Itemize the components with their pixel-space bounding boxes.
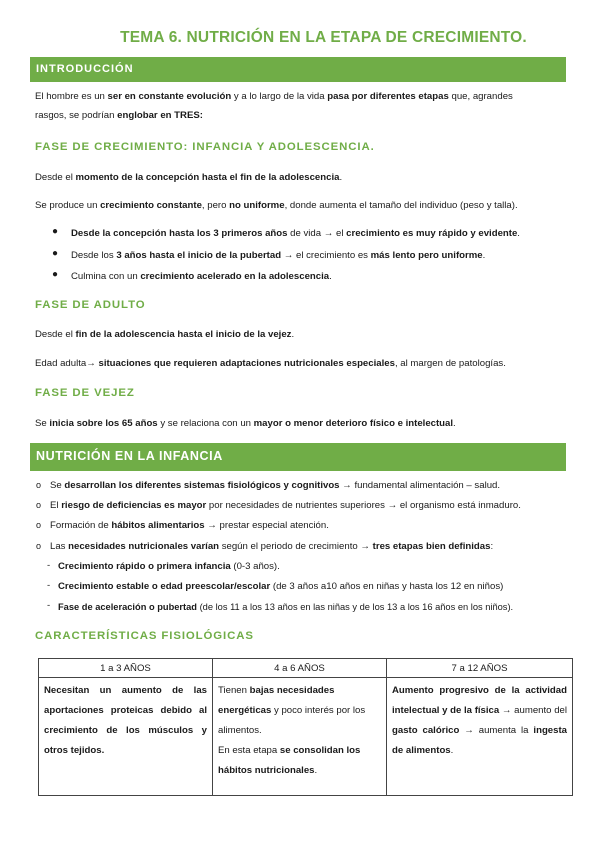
page-title: TEMA 6. NUTRICIÓN EN LA ETAPA DE CRECIMIENTO. — [120, 29, 527, 46]
table-row — [39, 678, 573, 796]
table-header-cell: 1 a 3 AÑOS — [39, 659, 213, 678]
table-header-row — [39, 659, 573, 678]
crecimiento-bullet-2: Desde los 3 años hasta el inicio de la pubertad → el crecimiento es más lento pero uniforme. — [71, 250, 486, 261]
infancia-item-4: Las necesidades nutricionales varían según el periodo de crecimiento → tres etapas bien definidas: — [50, 541, 494, 552]
bullet-icon: ● — [52, 226, 59, 237]
adulto-p2: Edad adulta→ situaciones que requieren adaptaciones nutricionales especiales, al margen de patologías. — [35, 358, 506, 369]
intro-banner: INTRODUCCIÓN — [30, 57, 566, 82]
cell-text: Aumento progresivo de la actividad intelectual y de la física → aumento del gasto calórico → aumenta la ingesta de alimentos. — [392, 685, 568, 756]
dash-bullet-icon: - — [47, 600, 51, 611]
caracteristicas-heading: CARACTERÍSTICAS FISIOLÓGICAS — [35, 630, 254, 642]
intro-line-1: El hombre es un ser en constante evolución y a lo largo de la vida pasa por diferentes etapas que, agrandes — [35, 91, 513, 102]
crecimiento-heading: FASE DE CRECIMIENTO: INFANCIA Y ADOLESCENCIA. — [35, 141, 375, 153]
crecimiento-p2: Se produce un crecimiento constante, pero no uniforme, donde aumenta el tamaño del individuo (peso y talla). — [35, 200, 518, 211]
infancia-item-1: Se desarrollan los diferentes sistemas fisiológicos y cognitivos → fundamental alimentación – salud. — [50, 480, 501, 491]
infancia-stage-2: Crecimiento estable o edad preescolar/escolar (de 3 años a10 años en niñas y hasta los 12 en niños) — [58, 581, 504, 592]
dash-bullet-icon: - — [47, 560, 51, 571]
circle-bullet-icon: o — [36, 500, 42, 510]
table-cell-4-6 — [213, 678, 387, 796]
intro-line-2: rasgos, se podrían englobar en TRES: — [35, 110, 203, 121]
table-header-cell: 4 a 6 AÑOS — [213, 659, 387, 678]
crecimiento-bullet-3: Culmina con un crecimiento acelerado en la adolescencia. — [71, 271, 332, 282]
infancia-banner: NUTRICIÓN EN LA INFANCIA — [30, 443, 566, 471]
crecimiento-bullet-1: Desde la concepción hasta los 3 primeros años de vida → el crecimiento es muy rápido y evidente. — [71, 228, 520, 239]
infancia-item-2: El riesgo de deficiencias es mayor por necesidades de nutrientes superiores → el organismo está inmaduro. — [50, 500, 521, 511]
caracteristicas-table — [38, 658, 573, 796]
table-cell-7-12 — [387, 678, 573, 796]
crecimiento-p1: Desde el momento de la concepción hasta el fin de la adolescencia. — [35, 172, 343, 183]
circle-bullet-icon: o — [36, 541, 42, 551]
circle-bullet-icon: o — [36, 480, 42, 490]
cell-text: Necesitan un aumento de las aportaciones proteicas debido al crecimiento de los músculos y otros tejidos. — [44, 685, 207, 756]
adulto-p1: Desde el fin de la adolescencia hasta el inicio de la vejez. — [35, 329, 295, 340]
vejez-heading: FASE DE VEJEZ — [35, 387, 135, 399]
infancia-stage-3: Fase de aceleración o pubertad (de los 11 a los 13 años en las niñas y de los 13 a los 16 años en los niños). — [58, 602, 514, 612]
bullet-icon: ● — [52, 248, 59, 259]
table-header-cell: 7 a 12 AÑOS — [387, 659, 573, 678]
dash-bullet-icon: - — [47, 580, 51, 591]
infancia-stage-1: Crecimiento rápido o primera infancia (0-3 años). — [58, 561, 280, 572]
infancia-item-3: Formación de hábitos alimentarios → prestar especial atención. — [50, 520, 329, 531]
adulto-heading: FASE DE ADULTO — [35, 299, 146, 311]
bullet-icon: ● — [52, 269, 59, 280]
circle-bullet-icon: o — [36, 520, 42, 530]
vejez-p1: Se inicia sobre los 65 años y se relaciona con un mayor o menor deterioro físico e intelectual. — [35, 418, 456, 429]
cell-text: Tienen bajas necesidades energéticas y poco interés por los alimentos. En esta etapa se consolidan los hábitos nutricionales. — [218, 685, 366, 776]
table-cell-1-3 — [39, 678, 213, 796]
